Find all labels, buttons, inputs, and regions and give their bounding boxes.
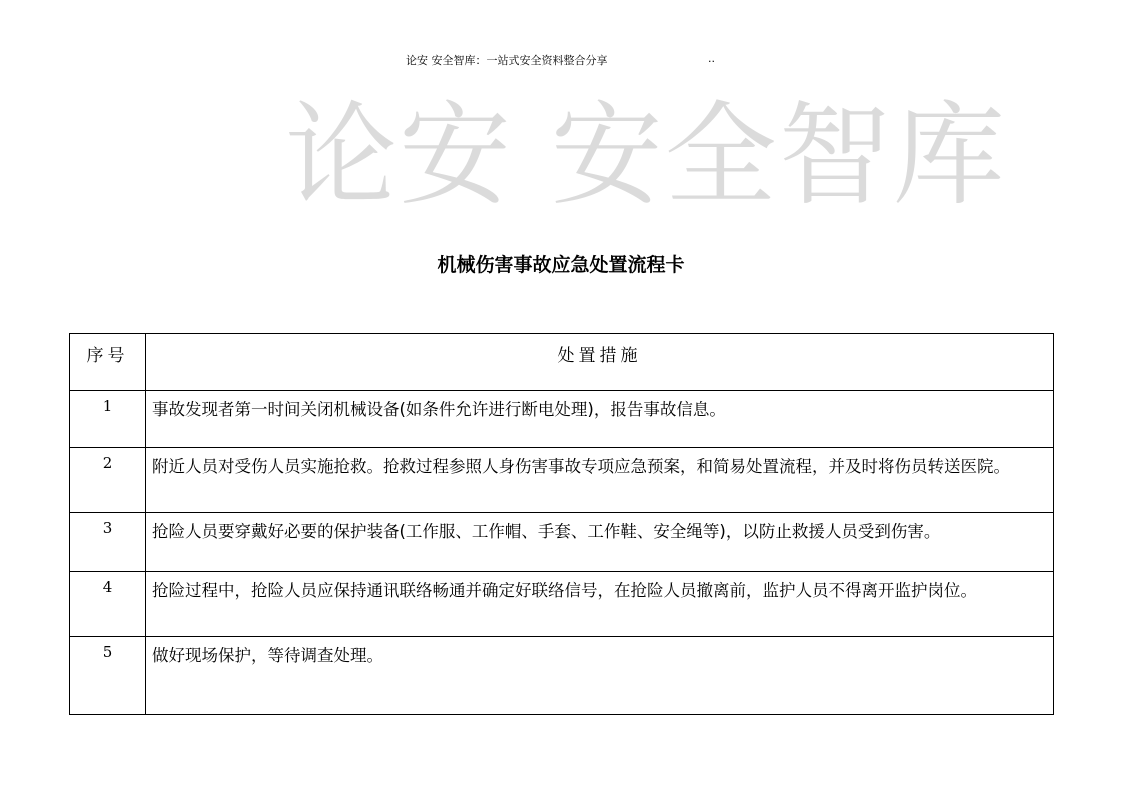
row-text: 抢险过程中，抢险人员应保持通讯联络畅通并确定好联络信号，在抢险人员撤离前，监护人员不得离开监护岗位。 — [146, 572, 1054, 637]
procedure-table — [69, 333, 1054, 715]
table-header-row — [70, 334, 1054, 391]
row-number: 4 — [70, 572, 146, 637]
table-row — [70, 637, 1054, 715]
table-row — [70, 572, 1054, 637]
watermark: 论安 安全智库 — [285, 91, 1007, 221]
row-text: 做好现场保护，等待调查处理。 — [146, 637, 1054, 715]
table-row — [70, 448, 1054, 513]
row-text: 附近人员对受伤人员实施抢救。抢救过程参照人身伤害事故专项应急预案，和简易处置流程，并及时将伤员转送医院。 — [146, 448, 1054, 513]
row-text: 抢险人员要穿戴好必要的保护装备(工作服、工作帽、手套、工作鞋、安全绳等)，以防止救援人员受到伤害。 — [146, 513, 1054, 572]
document-title: 机械伤害事故应急处置流程卡 — [437, 254, 685, 276]
row-number: 2 — [70, 448, 146, 513]
header-dots: .. — [708, 52, 715, 65]
row-text: 事故发现者第一时间关闭机械设备(如条件允许进行断电处理)，报告事故信息。 — [146, 391, 1054, 448]
header-number: 序号 — [70, 334, 146, 391]
table-row — [70, 513, 1054, 572]
row-number: 3 — [70, 513, 146, 572]
row-number: 1 — [70, 391, 146, 448]
row-number: 5 — [70, 637, 146, 715]
page-header: 论安 安全智库：一站式安全资料整合分享 — [406, 54, 608, 67]
table-row — [70, 391, 1054, 448]
header-measures: 处置措施 — [146, 334, 1054, 391]
